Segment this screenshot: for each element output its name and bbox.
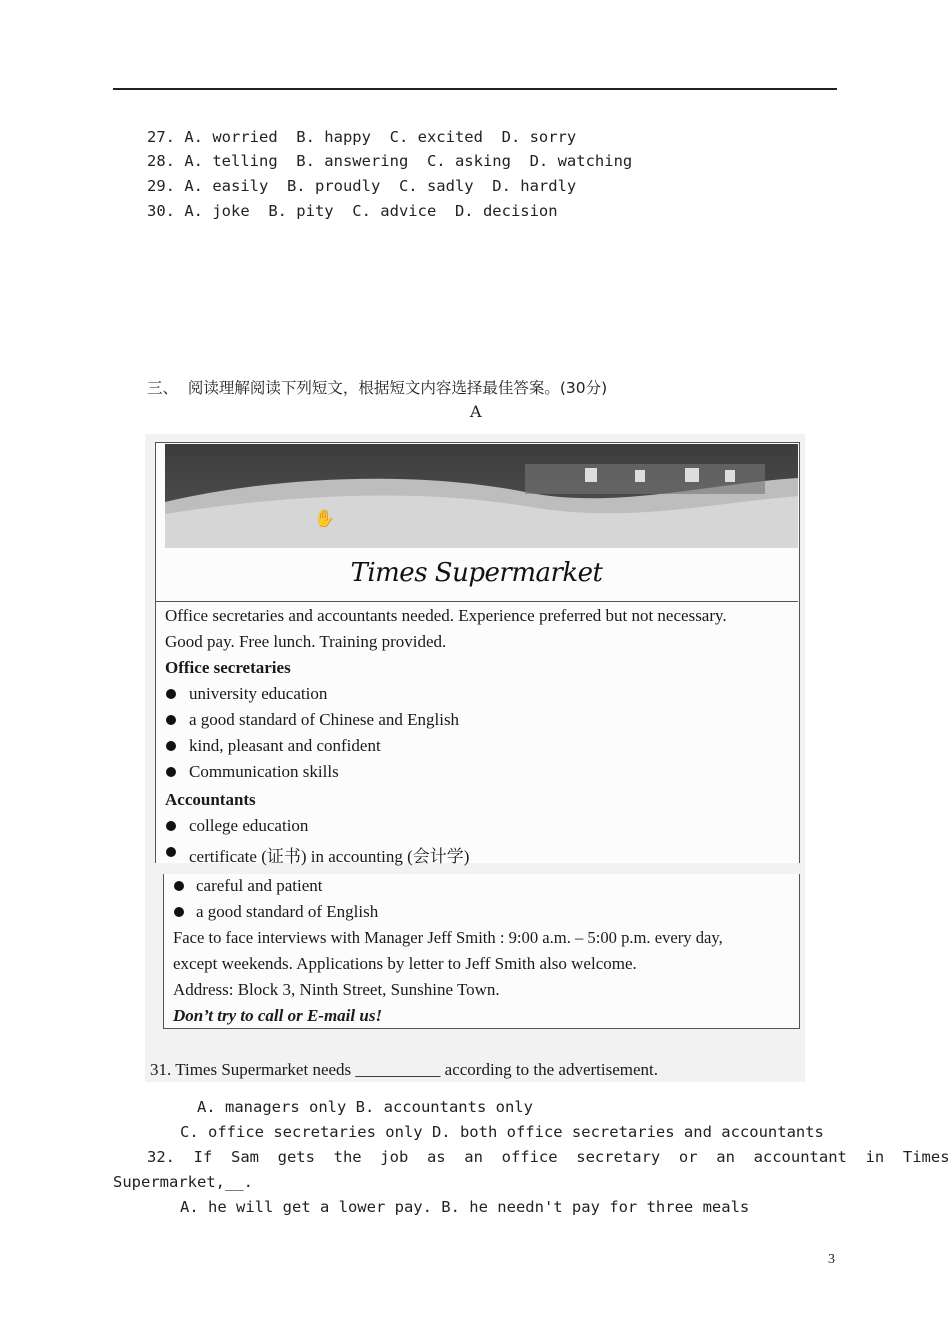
hand-cursor-icon: ✋ [314,509,336,529]
section-letter: A [470,402,482,421]
bullet-icon [174,881,184,891]
banner-figure [725,470,735,482]
bullet-icon [166,741,176,751]
secretary-req-4: Communication skills [189,762,339,781]
interview-line-2: except weekends. Applications by letter to Jeff Smith also welcome. [173,954,637,973]
question-29: 29. A. easily B. proudly C. sadly D. hardly [147,177,577,195]
bullet-icon [174,907,184,917]
question-32-line-1: 32. If Sam gets the job as an office secretary or an accountant in Times [147,1148,950,1166]
bullet-icon [166,715,176,725]
heading-secretaries: Office secretaries [165,658,291,677]
secretary-req-1: university education [189,684,328,703]
accountant-req-1: college education [189,816,309,835]
bullet-icon [166,847,176,857]
q31-options-cd: C. office secretaries only D. both office secretaries and accountants [180,1123,824,1141]
banner-figure [585,468,597,482]
logo-divider [155,601,798,602]
banner-graphic [165,444,798,548]
heading-accountants: Accountants [165,790,256,809]
secretary-req-2: a good standard of Chinese and English [189,710,460,729]
banner-figure [685,468,699,482]
accountant-req-2: certificate (证书) in accounting (会计学) [189,847,470,866]
address-line: Address: Block 3, Ninth Street, Sunshine Town. [173,980,500,999]
advert-intro-1: Office secretaries and accountants needed. Experience preferred but not necessary. [165,606,727,625]
question-32-line-2: Supermarket,__. [113,1173,253,1191]
header-rule [113,88,837,90]
accountant-req-4: a good standard of English [196,902,379,921]
section-title: 三、 阅读理解阅读下列短文，根据短文内容选择最佳答案。(30分) [147,379,608,397]
question-30: 30. A. joke B. pity C. advice D. decision [147,202,558,220]
accountant-req-3: careful and patient [196,876,323,895]
question-28: 28. A. telling B. answering C. asking D. watching [147,152,633,170]
bullet-icon [166,689,176,699]
advert-intro-2: Good pay. Free lunch. Training provided. [165,632,447,651]
warning-line: Don’t try to call or E-mail us! [173,1006,383,1025]
advert-banner [165,444,798,548]
interview-line-1: Face to face interviews with Manager Jeff Smith : 9:00 a.m. – 5:00 p.m. every day, [173,928,723,947]
q31-options-ab: A. managers only B. accountants only [197,1098,533,1116]
secretary-req-3: kind, pleasant and confident [189,736,381,755]
banner-figure [635,470,645,482]
question-31: 31. Times Supermarket needs __________ according to the advertisement. [150,1060,659,1079]
question-27: 27. A. worried B. happy C. excited D. sorry [147,128,577,146]
bullet-icon [166,767,176,777]
bullet-icon [166,821,176,831]
advert-logo: Times Supermarket [350,558,603,588]
q32-options-ab: A. he will get a lower pay. B. he needn't pay for three meals [180,1198,750,1216]
page-number: 3 [828,1252,835,1267]
